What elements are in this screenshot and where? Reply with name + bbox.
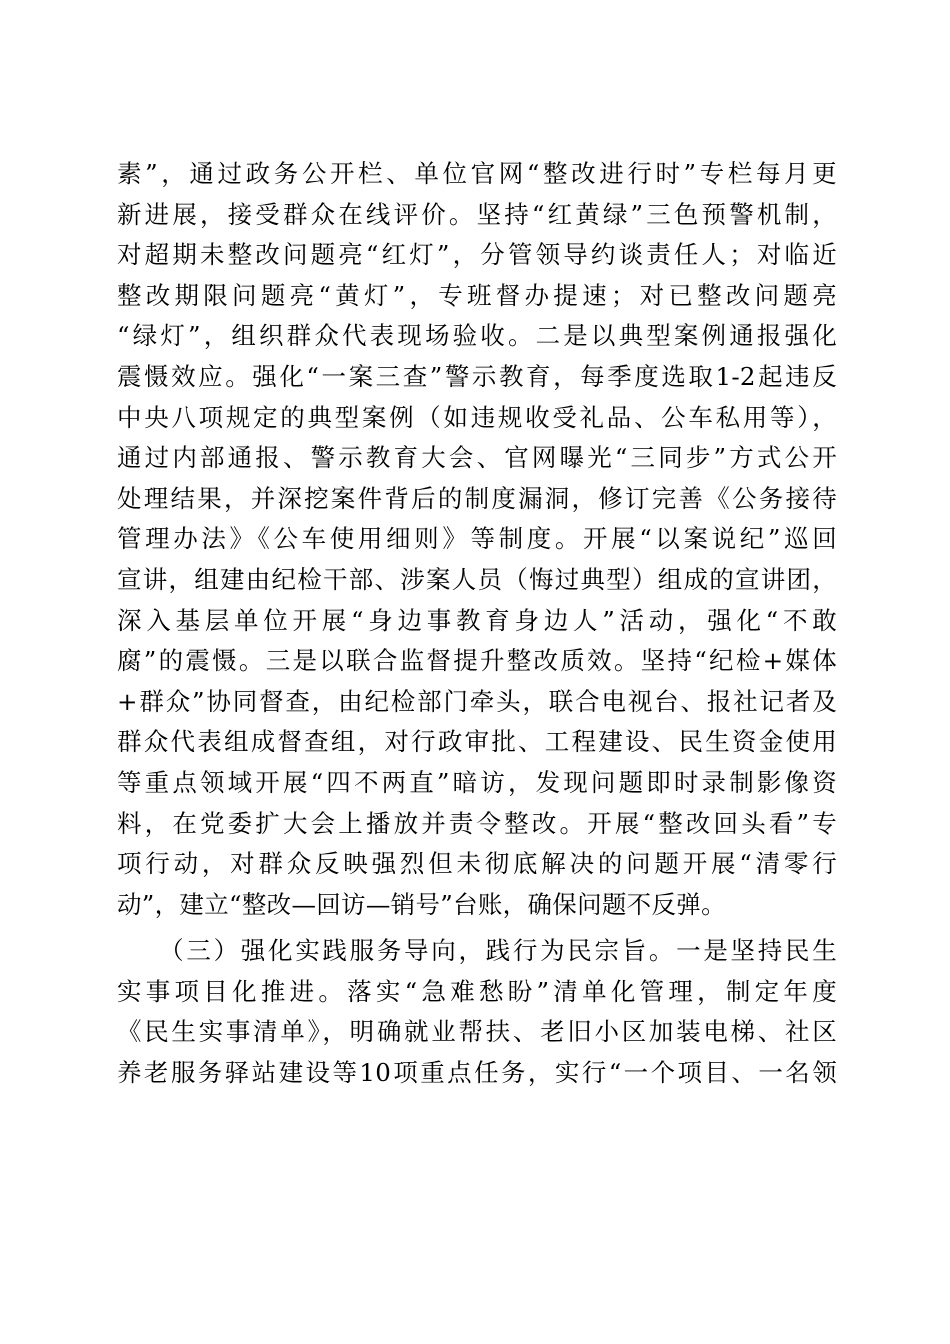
text-line: 中央八项规定的典型案例（如违规收受礼品、公车私用等）， bbox=[117, 402, 837, 432]
text-line: 腐”的震慑。三是以联合监督提升整改质效。坚持“纪检+媒体 bbox=[117, 646, 837, 676]
text-line: 震慑效应。强化“一案三查”警示教育，每季度选取1-2起违反 bbox=[117, 361, 837, 391]
text-line: 等重点领域开展“四不两直”暗访，发现问题即时录制影像资 bbox=[117, 767, 837, 797]
text-line: 动”，建立“整改—回访—销号”台账，确保问题不反弹。 bbox=[117, 889, 726, 919]
text-line: 新进展，接受群众在线评价。坚持“红黄绿”三色预警机制， bbox=[117, 199, 837, 229]
body-text bbox=[117, 154, 837, 1094]
text-line: 整改期限问题亮“黄灯”，专班督办提速；对已整改问题亮 bbox=[117, 280, 837, 310]
text-line: 群众代表组成督查组，对行政审批、工程建设、民生资金使用 bbox=[117, 727, 837, 757]
text-line: 深入基层单位开展“身边事教育身边人”活动，强化“不敢 bbox=[117, 605, 837, 635]
text-line: 处理结果，并深挖案件背后的制度漏洞，修订完善《公务接待 bbox=[117, 483, 837, 513]
text-line: 项行动，对群众反映强烈但未彻底解决的问题开展“清零行 bbox=[117, 849, 837, 879]
text-line: 宣讲，组建由纪检干部、涉案人员（悔过典型）组成的宣讲团， bbox=[117, 564, 837, 594]
text-line: 通过内部通报、警示教育大会、官网曝光“三同步”方式公开 bbox=[117, 443, 837, 473]
text-line: 养老服务驿站建设等10项重点任务，实行“一个项目、一名领 bbox=[117, 1058, 837, 1088]
text-line: 料，在党委扩大会上播放并责令整改。开展“整改回头看”专 bbox=[117, 808, 837, 838]
text-line: “绿灯”，组织群众代表现场验收。二是以典型案例通报强化 bbox=[117, 321, 837, 351]
section-heading-line: （三）强化实践服务导向，践行为民宗旨。一是坚持民生 bbox=[117, 936, 837, 966]
text-line: 实事项目化推进。落实“急难愁盼”清单化管理，制定年度 bbox=[117, 976, 837, 1006]
text-line: 《民生实事清单》，明确就业帮扶、老旧小区加装电梯、社区 bbox=[117, 1017, 837, 1047]
text-line: +群众”协同督查，由纪检部门牵头，联合电视台、报社记者及 bbox=[117, 686, 837, 716]
text-line: 对超期未整改问题亮“红灯”，分管领导约谈责任人；对临近 bbox=[117, 240, 837, 270]
text-line: 管理办法》《公车使用细则》等制度。开展“以案说纪”巡回 bbox=[117, 524, 837, 554]
text-line: 素”，通过政务公开栏、单位官网“整改进行时”专栏每月更 bbox=[117, 159, 837, 188]
